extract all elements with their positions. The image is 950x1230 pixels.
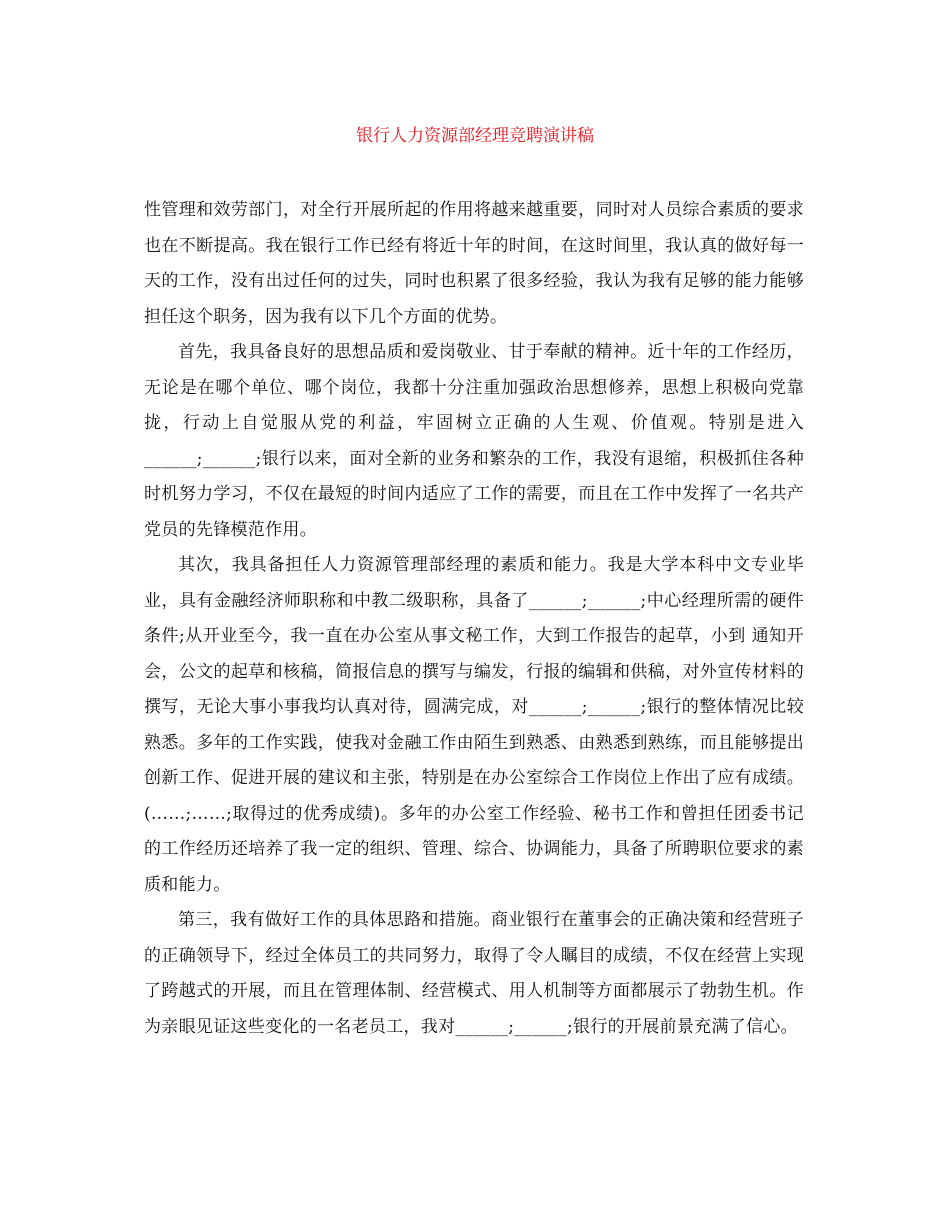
document-title: 银行人力资源部经理竞聘演讲稿 (356, 126, 594, 146)
document-body (144, 193, 804, 1045)
paragraph-1: 性管理和效劳部门，对全行开展所起的作用将越来越重要，同时对人员综合素质的要求也在不断提高。我在银行工作已经有将近十年的时间，在这时间里，我认真的做好每一天的工作，没有出过任何的过失，同时也积累了很多经验，我认为我有足够的能力能够担任这个职务，因为我有以下几个方面的优势。 (144, 200, 804, 327)
paragraph-2: 首先，我具备良好的思想品质和爱岗敬业、甘于奉献的精神。近十年的工作经历，无论是在哪个单位、哪个岗位，我都十分注重加强政治思想修养，思想上积极向党靠拢，行动上自觉服从党的利益，牢固树立正确的人生观、价值观。特别是进入______;______;银行以来，面对全新的业务和繁杂的工作，我没有退缩，积极抓住各种时机努力学习，不仅在最短的时间内适应了工作的需要，而且在工作中发挥了一名共产党员的先锋模范作用。 (144, 342, 804, 540)
paragraph-4: 第三，我有做好工作的具体思路和措施。商业银行在董事会的正确决策和经营班子的正确领导下，经过全体员工的共同努力，取得了令人瞩目的成绩，不仅在经营上实现了跨越式的开展，而且在管理体制、经营模式、用人机制等方面都展示了勃勃生机。作为亲眼见证这些变化的一名老员工，我对______;______;银行的开展前景充满了信心。 (144, 910, 804, 1037)
paragraph-3: 其次，我具备担任人力资源管理部经理的素质和能力。我是大学本科中文专业毕业，具有金融经济师职称和中教二级职称，具备了______;______;中心经理所需的硬件条件;从开业至今，我一直在办公室从事文秘工作，大到工作报告的起草，小到 通知开会，公文的起草和核稿，简报信息的撰写与编发，行报的编辑和供稿，对外宣传材料的撰写，无论大事小事我均认真对待，圆满完成，对______;______;银行的整体情况比较熟悉。多年的工作实践，使我对金融工作由陌生到熟悉、由熟悉到熟练，而且能够提出创新工作、促进开展的建议和主张，特别是在办公室综合工作岗位上作出了应有成绩。(……;……;取得过的优秀成绩)。多年的办公室工作经验、秘书工作和曾担任团委书记的工作经历还培养了我一定的组织、管理、综合、协调能力，具备了所聘职位要求的素质和能力。 (144, 555, 804, 895)
